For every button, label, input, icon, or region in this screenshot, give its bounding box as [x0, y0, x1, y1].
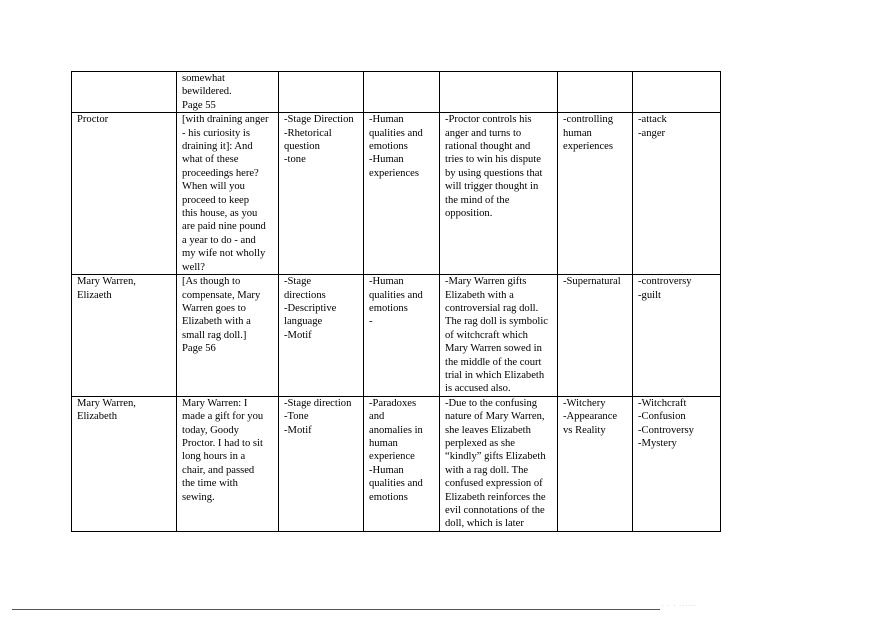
table-cell-theme: -Witchcraft -Confusion -Controversy -Mystery — [633, 396, 721, 531]
table-cell-experience: -Paradoxes and anomalies in human experience -Human qualities and emotions — [364, 396, 440, 531]
table-cell-concept: -controlling human experiences — [558, 113, 633, 275]
table-cell-technique: -Stage directions -Descriptive language -Motif — [279, 275, 364, 397]
table-cell-technique: -Stage Direction -Rhetorical question -tone — [279, 113, 364, 275]
table-cell-analysis — [440, 72, 558, 113]
table-cell-theme: -controversy -guilt — [633, 275, 721, 397]
table-cell-theme — [633, 72, 721, 113]
table-cell-quote: [with draining anger - his curiosity is draining it]: And what of these proceedings here? When will you proceed to keep this house, as you are paid nine pound a year to do - and my wife not wholly well? — [177, 113, 279, 275]
table-row — [72, 275, 721, 397]
footer-faint-mark: · · · ······ — [662, 603, 697, 610]
table-cell-concept: -Witchery -Appearance vs Reality — [558, 396, 633, 531]
table-cell-technique — [279, 72, 364, 113]
table-cell-analysis: -Due to the confusing nature of Mary Warren, she leaves Elizabeth perplexed as she “kindly” gifts Elizabeth with a rag doll. The confused expression of Elizabeth reinforces the evil connotations of the doll, which is later — [440, 396, 558, 531]
table-cell-analysis: -Proctor controls his anger and turns to rational thought and tries to win his dispute by using questions that will trigger thought in the mind of the opposition. — [440, 113, 558, 275]
table-cell-theme: -attack -anger — [633, 113, 721, 275]
table-cell-experience: -Human qualities and emotions - — [364, 275, 440, 397]
table-cell-quote: [As though to compensate, Mary Warren goes to Elizabeth with a small rag doll.] Page 56 — [177, 275, 279, 397]
analysis-table — [71, 71, 721, 532]
table-cell-character: Proctor — [72, 113, 177, 275]
table-cell-technique: -Stage direction -Tone -Motif — [279, 396, 364, 531]
table-row — [72, 72, 721, 113]
table-cell-quote: Mary Warren: I made a gift for you today, Goody Proctor. I had to sit long hours in a chair, and passed the time with sewing. — [177, 396, 279, 531]
table-row — [72, 396, 721, 531]
table-cell-experience — [364, 72, 440, 113]
table-cell-character: Mary Warren, Elizaeth — [72, 275, 177, 397]
table-cell-quote: somewhat bewildered. Page 55 — [177, 72, 279, 113]
table-cell-concept: -Supernatural — [558, 275, 633, 397]
footer-rule — [12, 609, 660, 610]
table-cell-experience: -Human qualities and emotions -Human experiences — [364, 113, 440, 275]
table-cell-character — [72, 72, 177, 113]
table-row — [72, 113, 721, 275]
table-cell-character: Mary Warren, Elizabeth — [72, 396, 177, 531]
table-cell-concept — [558, 72, 633, 113]
table-cell-analysis: -Mary Warren gifts Elizabeth with a controversial rag doll. The rag doll is symbolic of witchcraft which Mary Warren sowed in the middle of the court trial in which Elizabeth is accused also. — [440, 275, 558, 397]
